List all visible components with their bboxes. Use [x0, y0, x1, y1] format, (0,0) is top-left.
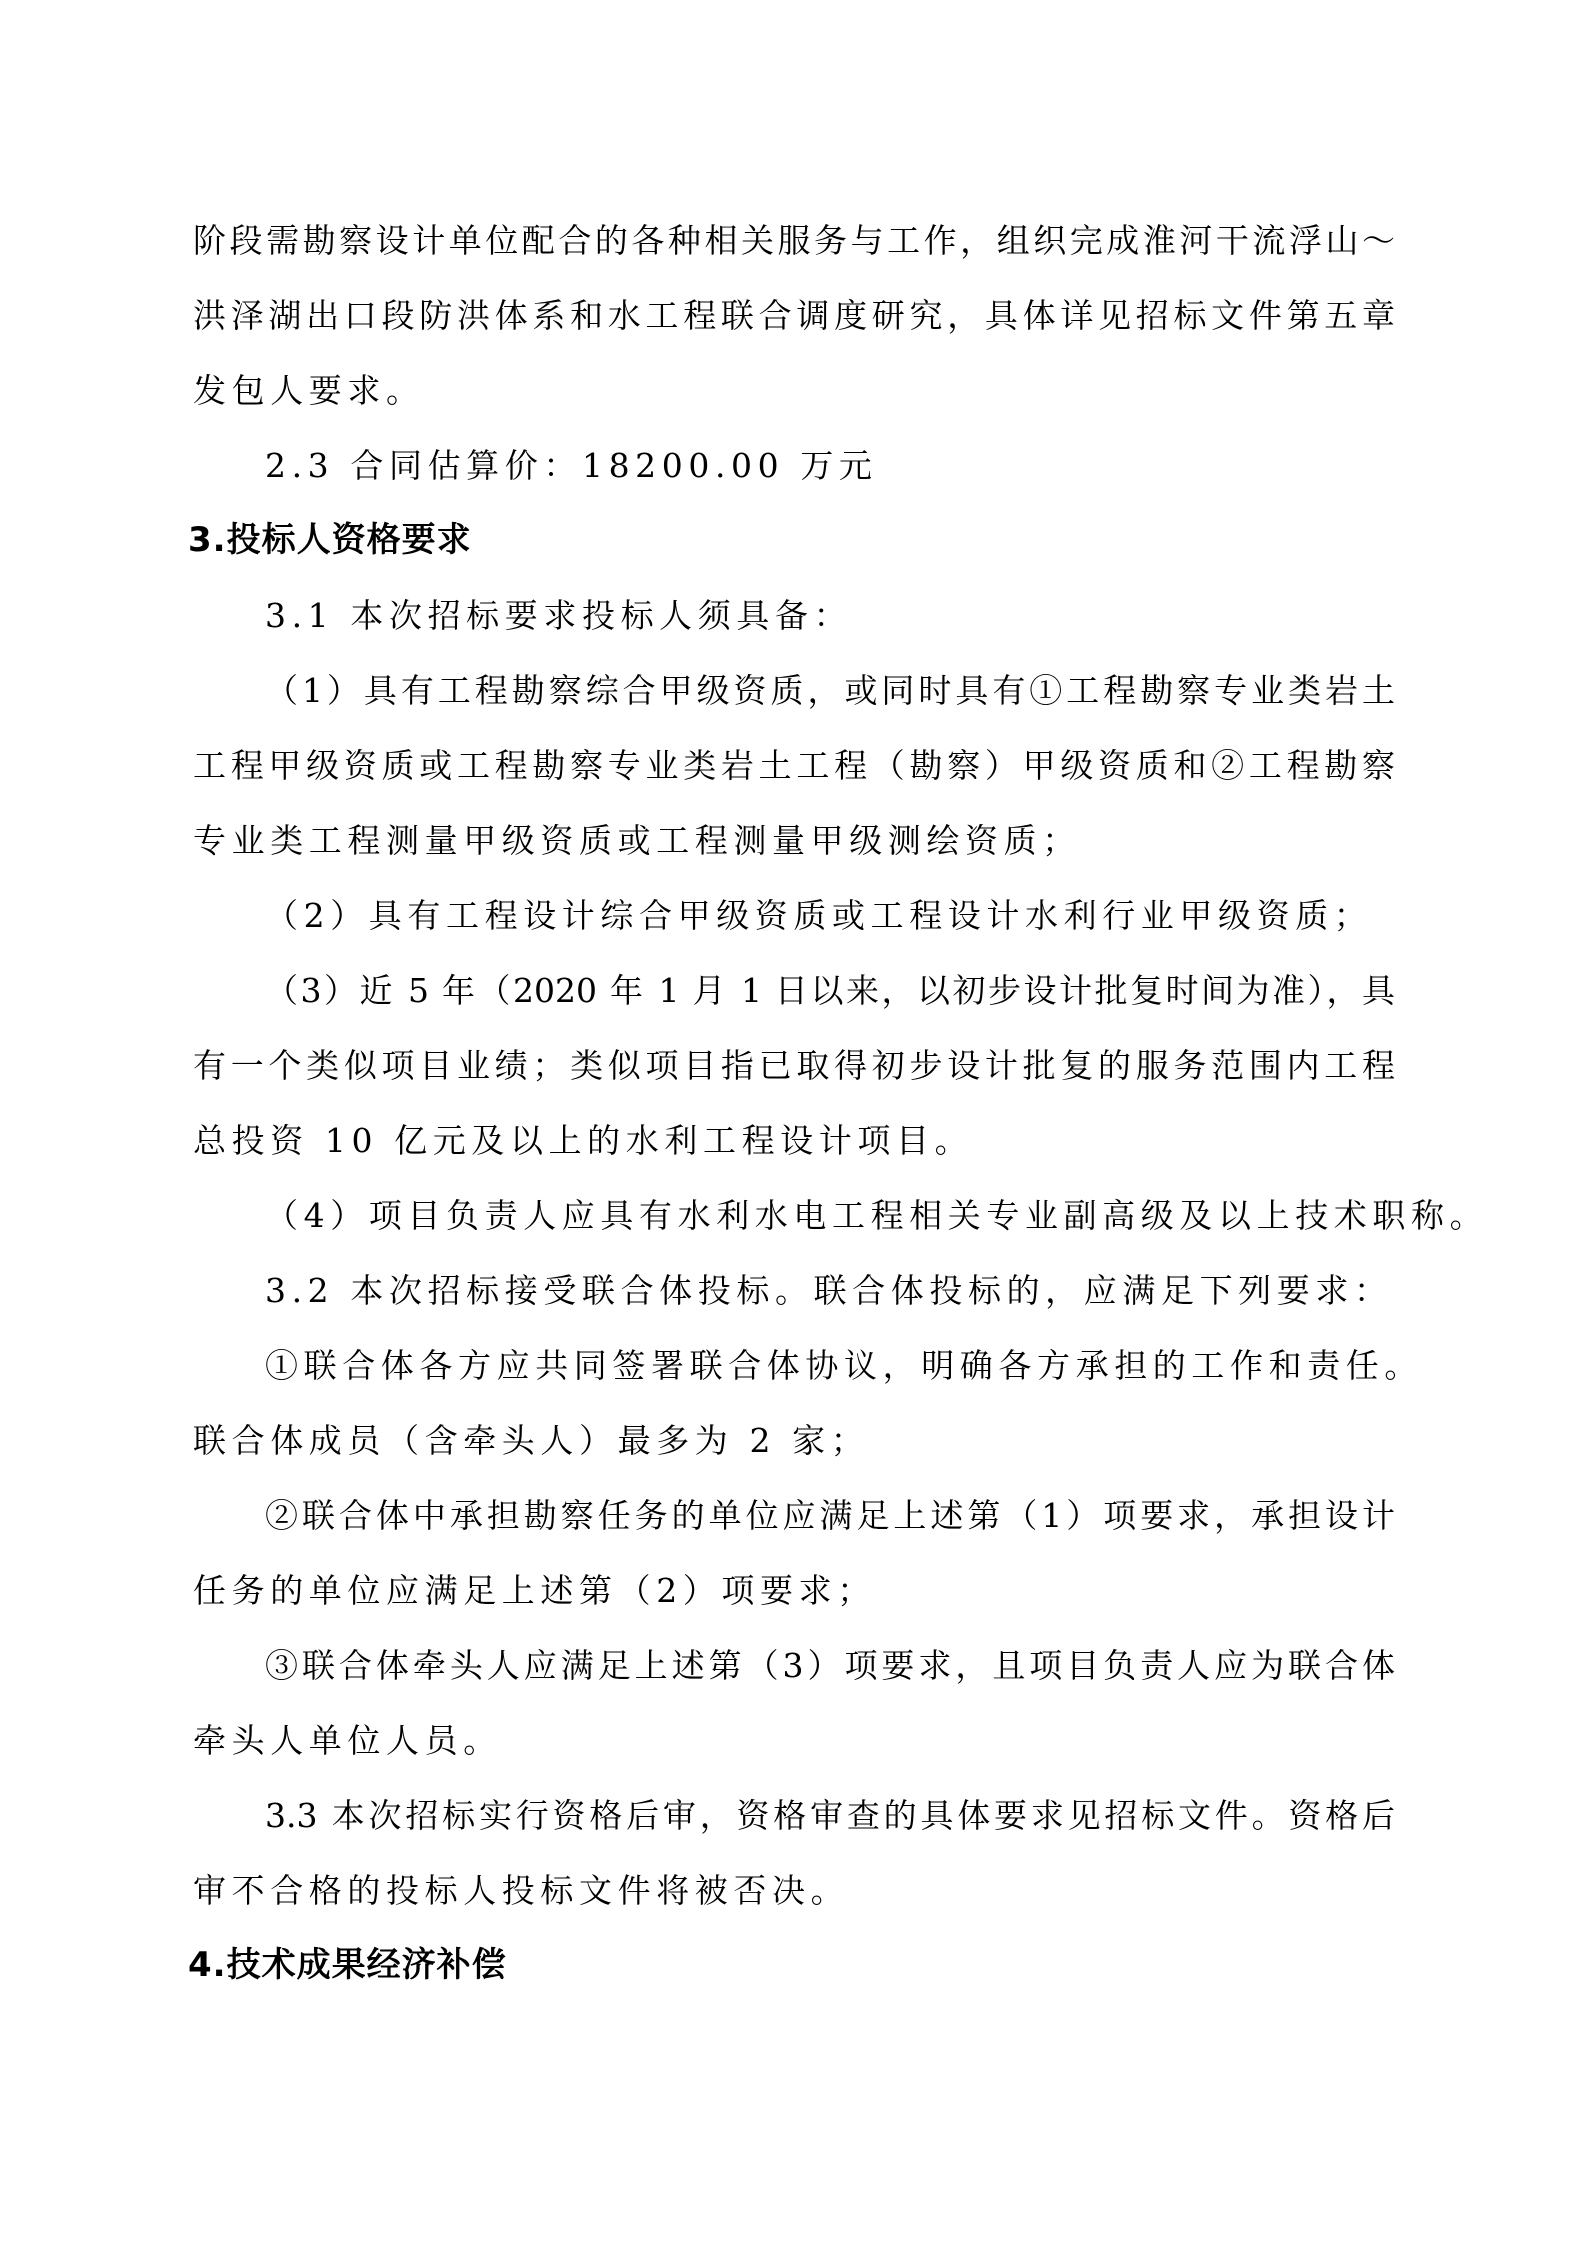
consortium-rule-2-line: ②联合体中承担勘察任务的单位应满足上述第（1）项要求，承担设计 [265, 1496, 1395, 1535]
clause-3-3-line: 3.3 本次招标实行资格后审，资格审查的具体要求见招标文件。资格后 [265, 1796, 1395, 1835]
section-heading-bidder-qualifications: 3.投标人资格要求 [188, 520, 472, 560]
paragraph-line-scope-continued: 阶段需勘察设计单位配合的各种相关服务与工作，组织完成淮河干流浮山～ [193, 221, 1395, 260]
consortium-rule-3-line: ③联合体牵头人应满足上述第（3）项要求，且项目负责人应为联合体 [265, 1646, 1395, 1685]
requirement-4-line: （4）项目负责人应具有水利水电工程相关专业副高级及以上技术职称。 [265, 1196, 1489, 1235]
requirement-1-line: 专业类工程测量甲级资质或工程测量甲级测绘资质； [193, 821, 1081, 860]
consortium-rule-2-line: 任务的单位应满足上述第（2）项要求； [193, 1571, 876, 1610]
clause-3-3-line: 审不合格的投标人投标文件将被否决。 [193, 1871, 850, 1910]
requirement-2-line: （2）具有工程设计综合甲级资质或工程设计水利行业甲级资质； [265, 896, 1373, 935]
section-heading-compensation: 4.技术成果经济补偿 [188, 1945, 507, 1985]
requirement-3-line: （3）近 5 年（2020 年 1 月 1 日以来，以初步设计批复时间为准），具 [265, 971, 1395, 1010]
document-body [188, 203, 1489, 2003]
paragraph-line-scope-continued: 洪泽湖出口段防洪体系和水工程联合调度研究，具体详见招标文件第五章 [193, 296, 1395, 335]
clause-3-1: 3.1 本次招标要求投标人须具备： [265, 596, 853, 635]
requirement-3-line: 总投资 10 亿元及以上的水利工程设计项目。 [193, 1121, 974, 1160]
consortium-rule-1-line: ①联合体各方应共同签署联合体协议，明确各方承担的工作和责任。 [265, 1346, 1423, 1385]
requirement-3-line: 有一个类似项目业绩；类似项目指已取得初步设计批复的服务范围内工程 [193, 1046, 1395, 1085]
consortium-rule-3-line: 牵头人单位人员。 [193, 1721, 502, 1760]
requirement-1-line: 工程甲级资质或工程勘察专业类岩土工程（勘察）甲级资质和②工程勘察 [193, 746, 1395, 785]
contract-estimate-line: 2.3 合同估算价：18200.00 万元 [265, 446, 878, 485]
clause-3-2: 3.2 本次招标接受联合体投标。联合体投标的，应满足下列要求： [265, 1271, 1393, 1310]
consortium-rule-1-line: 联合体成员（含牵头人）最多为 2 家； [193, 1421, 870, 1460]
requirement-1-line: （1）具有工程勘察综合甲级资质，或同时具有①工程勘察专业类岩土 [265, 671, 1395, 710]
paragraph-line-scope-end: 发包人要求。 [193, 371, 425, 410]
